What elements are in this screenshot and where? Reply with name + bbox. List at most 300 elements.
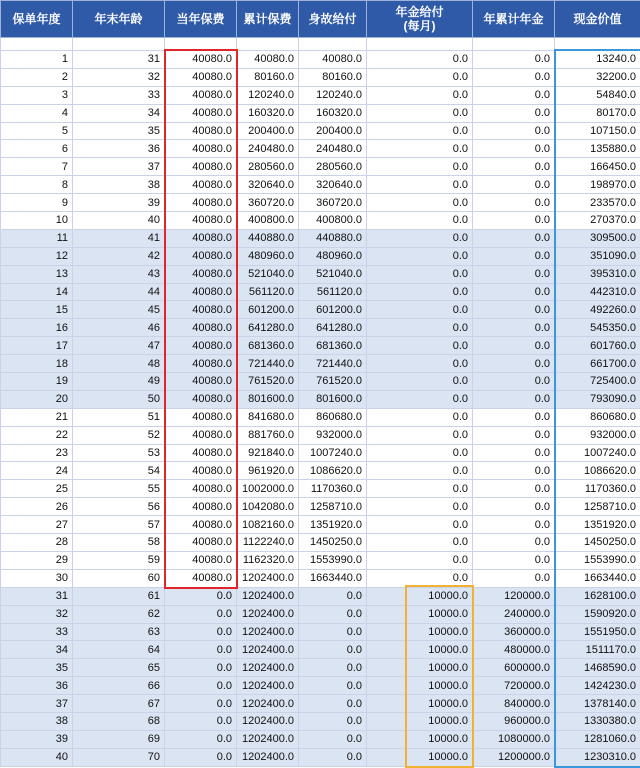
cell-annual-premium: 40080.0 xyxy=(165,212,237,230)
cell-cumulative-annuity: 720000.0 xyxy=(473,677,555,695)
cell-death-benefit: 360720.0 xyxy=(299,194,367,212)
table-row xyxy=(1,462,640,480)
cell-policy-year: 29 xyxy=(1,551,73,569)
table-row xyxy=(1,68,640,86)
cell-monthly-annuity: 10000.0 xyxy=(367,641,473,659)
cell-cash-value: 1330380.0 xyxy=(555,712,640,730)
col-header-policy-year: 保单年度 xyxy=(1,1,73,38)
cell-death-benefit: 601200.0 xyxy=(299,301,367,319)
cell-death-benefit: 120240.0 xyxy=(299,86,367,104)
cell-monthly-annuity: 0.0 xyxy=(367,569,473,587)
header-row xyxy=(1,1,640,38)
cell-annual-premium: 40080.0 xyxy=(165,104,237,122)
cell-cumulative-annuity: 0.0 xyxy=(473,408,555,426)
cell-policy-year: 10 xyxy=(1,212,73,230)
cell-annual-premium: 0.0 xyxy=(165,677,237,695)
cell-cumulative-annuity: 0.0 xyxy=(473,247,555,265)
cell-monthly-annuity: 10000.0 xyxy=(367,695,473,713)
cell-cash-value: 1663440.0 xyxy=(555,569,640,587)
cell-death-benefit: 400800.0 xyxy=(299,212,367,230)
cell-age: 45 xyxy=(73,301,165,319)
cell-policy-year: 16 xyxy=(1,319,73,337)
cell-cumulative-premium: 480960.0 xyxy=(237,247,299,265)
table-row xyxy=(1,641,640,659)
cell-policy-year: 2 xyxy=(1,68,73,86)
cell-policy-year: 28 xyxy=(1,534,73,552)
cell-monthly-annuity: 0.0 xyxy=(367,229,473,247)
cell-cash-value: 601760.0 xyxy=(555,337,640,355)
cell-annual-premium: 0.0 xyxy=(165,748,237,766)
cell-cumulative-annuity: 0.0 xyxy=(473,373,555,391)
table-row xyxy=(1,587,640,605)
blank-cell xyxy=(555,38,640,51)
cell-cash-value: 1086620.0 xyxy=(555,462,640,480)
cell-policy-year: 6 xyxy=(1,140,73,158)
cell-cumulative-annuity: 0.0 xyxy=(473,283,555,301)
cell-cumulative-premium: 641280.0 xyxy=(237,319,299,337)
cell-cumulative-premium: 721440.0 xyxy=(237,355,299,373)
cell-policy-year: 13 xyxy=(1,265,73,283)
cell-monthly-annuity: 0.0 xyxy=(367,426,473,444)
cell-policy-year: 14 xyxy=(1,283,73,301)
cell-cumulative-premium: 1122240.0 xyxy=(237,534,299,552)
blank-cell xyxy=(299,38,367,51)
table-row xyxy=(1,516,640,534)
col-header-cumulative-annuity: 年累计年金 xyxy=(473,1,555,38)
cell-cumulative-annuity: 0.0 xyxy=(473,534,555,552)
cell-monthly-annuity: 0.0 xyxy=(367,51,473,69)
cell-age: 62 xyxy=(73,605,165,623)
cell-cumulative-annuity: 600000.0 xyxy=(473,659,555,677)
cell-policy-year: 5 xyxy=(1,122,73,140)
cell-cash-value: 166450.0 xyxy=(555,158,640,176)
cell-cumulative-annuity: 0.0 xyxy=(473,516,555,534)
cell-age: 50 xyxy=(73,390,165,408)
cell-death-benefit: 0.0 xyxy=(299,587,367,605)
blank-cell xyxy=(73,38,165,51)
cell-cash-value: 725400.0 xyxy=(555,373,640,391)
cell-policy-year: 36 xyxy=(1,677,73,695)
cell-death-benefit: 681360.0 xyxy=(299,337,367,355)
cell-annual-premium: 40080.0 xyxy=(165,122,237,140)
cell-policy-year: 9 xyxy=(1,194,73,212)
cell-policy-year: 31 xyxy=(1,587,73,605)
blank-cell xyxy=(165,38,237,51)
blank-row xyxy=(1,38,640,51)
cell-cumulative-annuity: 0.0 xyxy=(473,390,555,408)
cell-policy-year: 25 xyxy=(1,480,73,498)
cell-monthly-annuity: 10000.0 xyxy=(367,712,473,730)
table-row xyxy=(1,247,640,265)
cell-cumulative-premium: 200400.0 xyxy=(237,122,299,140)
cell-age: 68 xyxy=(73,712,165,730)
cell-annual-premium: 40080.0 xyxy=(165,462,237,480)
cell-cumulative-premium: 1002000.0 xyxy=(237,480,299,498)
cell-age: 39 xyxy=(73,194,165,212)
cell-cash-value: 1258710.0 xyxy=(555,498,640,516)
cell-cumulative-annuity: 240000.0 xyxy=(473,605,555,623)
cell-cash-value: 233570.0 xyxy=(555,194,640,212)
cell-cumulative-annuity: 0.0 xyxy=(473,229,555,247)
cell-monthly-annuity: 0.0 xyxy=(367,516,473,534)
table-row xyxy=(1,730,640,748)
cell-policy-year: 33 xyxy=(1,623,73,641)
cell-cash-value: 1378140.0 xyxy=(555,695,640,713)
cell-policy-year: 22 xyxy=(1,426,73,444)
blank-cell xyxy=(1,38,73,51)
cell-annual-premium: 0.0 xyxy=(165,641,237,659)
cell-monthly-annuity: 0.0 xyxy=(367,247,473,265)
cell-monthly-annuity: 10000.0 xyxy=(367,587,473,605)
cell-cumulative-annuity: 0.0 xyxy=(473,480,555,498)
cell-annual-premium: 40080.0 xyxy=(165,68,237,86)
cell-cumulative-premium: 1202400.0 xyxy=(237,641,299,659)
table-row xyxy=(1,319,640,337)
cell-cumulative-annuity: 0.0 xyxy=(473,212,555,230)
col-header-death-benefit: 身故给付 xyxy=(299,1,367,38)
cell-annual-premium: 0.0 xyxy=(165,659,237,677)
table-row xyxy=(1,534,640,552)
cell-policy-year: 30 xyxy=(1,569,73,587)
cell-policy-year: 18 xyxy=(1,355,73,373)
cell-cumulative-premium: 881760.0 xyxy=(237,426,299,444)
cell-annual-premium: 40080.0 xyxy=(165,480,237,498)
cell-cash-value: 107150.0 xyxy=(555,122,640,140)
table-row xyxy=(1,158,640,176)
cell-cash-value: 13240.0 xyxy=(555,51,640,69)
cell-cumulative-premium: 1082160.0 xyxy=(237,516,299,534)
cell-cumulative-premium: 681360.0 xyxy=(237,337,299,355)
table-row xyxy=(1,86,640,104)
cell-age: 60 xyxy=(73,569,165,587)
cell-cumulative-premium: 40080.0 xyxy=(237,51,299,69)
cell-annual-premium: 40080.0 xyxy=(165,337,237,355)
cell-annual-premium: 40080.0 xyxy=(165,355,237,373)
cell-cumulative-premium: 120240.0 xyxy=(237,86,299,104)
cell-annual-premium: 40080.0 xyxy=(165,51,237,69)
cell-death-benefit: 1258710.0 xyxy=(299,498,367,516)
cell-death-benefit: 0.0 xyxy=(299,677,367,695)
cell-age: 69 xyxy=(73,730,165,748)
cell-death-benefit: 641280.0 xyxy=(299,319,367,337)
cell-death-benefit: 1450250.0 xyxy=(299,534,367,552)
table-row xyxy=(1,444,640,462)
table-row xyxy=(1,51,640,69)
cell-death-benefit: 200400.0 xyxy=(299,122,367,140)
cell-policy-year: 39 xyxy=(1,730,73,748)
cell-monthly-annuity: 0.0 xyxy=(367,390,473,408)
cell-cumulative-premium: 1202400.0 xyxy=(237,605,299,623)
cell-cumulative-premium: 240480.0 xyxy=(237,140,299,158)
cell-monthly-annuity: 0.0 xyxy=(367,408,473,426)
cell-annual-premium: 0.0 xyxy=(165,587,237,605)
cell-age: 55 xyxy=(73,480,165,498)
cell-cumulative-premium: 961920.0 xyxy=(237,462,299,480)
cell-monthly-annuity: 0.0 xyxy=(367,462,473,480)
cell-age: 63 xyxy=(73,623,165,641)
cell-policy-year: 32 xyxy=(1,605,73,623)
cell-cash-value: 442310.0 xyxy=(555,283,640,301)
cell-age: 61 xyxy=(73,587,165,605)
cell-cumulative-premium: 841680.0 xyxy=(237,408,299,426)
cell-annual-premium: 40080.0 xyxy=(165,319,237,337)
cell-annual-premium: 40080.0 xyxy=(165,86,237,104)
cell-cumulative-annuity: 0.0 xyxy=(473,86,555,104)
cell-cumulative-annuity: 0.0 xyxy=(473,104,555,122)
cell-monthly-annuity: 0.0 xyxy=(367,265,473,283)
cell-monthly-annuity: 0.0 xyxy=(367,319,473,337)
cell-annual-premium: 40080.0 xyxy=(165,176,237,194)
cell-monthly-annuity: 0.0 xyxy=(367,551,473,569)
cell-annual-premium: 0.0 xyxy=(165,623,237,641)
cell-death-benefit: 80160.0 xyxy=(299,68,367,86)
table-row xyxy=(1,605,640,623)
cell-death-benefit: 160320.0 xyxy=(299,104,367,122)
cell-cash-value: 1281060.0 xyxy=(555,730,640,748)
cell-cumulative-premium: 280560.0 xyxy=(237,158,299,176)
cell-age: 41 xyxy=(73,229,165,247)
cell-policy-year: 38 xyxy=(1,712,73,730)
cell-death-benefit: 0.0 xyxy=(299,641,367,659)
cell-cumulative-annuity: 480000.0 xyxy=(473,641,555,659)
table-row xyxy=(1,551,640,569)
cell-cumulative-premium: 160320.0 xyxy=(237,104,299,122)
cell-age: 51 xyxy=(73,408,165,426)
cell-cumulative-annuity: 120000.0 xyxy=(473,587,555,605)
cell-monthly-annuity: 10000.0 xyxy=(367,623,473,641)
cell-policy-year: 7 xyxy=(1,158,73,176)
cell-cash-value: 1007240.0 xyxy=(555,444,640,462)
cell-age: 54 xyxy=(73,462,165,480)
cell-age: 38 xyxy=(73,176,165,194)
cell-death-benefit: 280560.0 xyxy=(299,158,367,176)
cell-cash-value: 198970.0 xyxy=(555,176,640,194)
cell-cash-value: 860680.0 xyxy=(555,408,640,426)
table-row xyxy=(1,569,640,587)
col-header-monthly-annuity-text: 年金给付 (每月) xyxy=(395,5,443,33)
cell-cumulative-annuity: 0.0 xyxy=(473,122,555,140)
cell-death-benefit: 0.0 xyxy=(299,712,367,730)
cell-cash-value: 1424230.0 xyxy=(555,677,640,695)
cell-cumulative-annuity: 0.0 xyxy=(473,301,555,319)
cell-annual-premium: 40080.0 xyxy=(165,301,237,319)
cell-cumulative-annuity: 0.0 xyxy=(473,444,555,462)
cell-monthly-annuity: 0.0 xyxy=(367,212,473,230)
cell-policy-year: 4 xyxy=(1,104,73,122)
cell-cumulative-premium: 521040.0 xyxy=(237,265,299,283)
cell-cash-value: 1230310.0 xyxy=(555,748,640,766)
cell-annual-premium: 40080.0 xyxy=(165,569,237,587)
cell-cash-value: 1628100.0 xyxy=(555,587,640,605)
cell-cumulative-annuity: 0.0 xyxy=(473,68,555,86)
col-header-cumulative-premium: 累计保费 xyxy=(237,1,299,38)
cell-monthly-annuity: 0.0 xyxy=(367,104,473,122)
table-row xyxy=(1,408,640,426)
table-row xyxy=(1,212,640,230)
cell-age: 32 xyxy=(73,68,165,86)
cell-monthly-annuity: 0.0 xyxy=(367,158,473,176)
cell-policy-year: 24 xyxy=(1,462,73,480)
cell-monthly-annuity: 10000.0 xyxy=(367,748,473,766)
cell-death-benefit: 1007240.0 xyxy=(299,444,367,462)
cell-cumulative-annuity: 0.0 xyxy=(473,140,555,158)
cell-death-benefit: 801600.0 xyxy=(299,390,367,408)
table-row xyxy=(1,194,640,212)
col-header-annual-premium: 当年保费 xyxy=(165,1,237,38)
table-row xyxy=(1,104,640,122)
cell-cash-value: 1511170.0 xyxy=(555,641,640,659)
cell-age: 40 xyxy=(73,212,165,230)
table-row xyxy=(1,337,640,355)
cell-age: 57 xyxy=(73,516,165,534)
cell-age: 58 xyxy=(73,534,165,552)
cell-policy-year: 8 xyxy=(1,176,73,194)
cell-policy-year: 23 xyxy=(1,444,73,462)
cell-death-benefit: 1351920.0 xyxy=(299,516,367,534)
cell-cumulative-annuity: 0.0 xyxy=(473,498,555,516)
table-row xyxy=(1,301,640,319)
cell-cumulative-annuity: 0.0 xyxy=(473,158,555,176)
table-row xyxy=(1,480,640,498)
cell-cash-value: 492260.0 xyxy=(555,301,640,319)
cell-policy-year: 40 xyxy=(1,748,73,766)
cell-policy-year: 15 xyxy=(1,301,73,319)
cell-annual-premium: 40080.0 xyxy=(165,283,237,301)
table-row xyxy=(1,623,640,641)
cell-cash-value: 309500.0 xyxy=(555,229,640,247)
cell-cumulative-premium: 400800.0 xyxy=(237,212,299,230)
cell-age: 56 xyxy=(73,498,165,516)
cell-cash-value: 1553990.0 xyxy=(555,551,640,569)
cell-annual-premium: 0.0 xyxy=(165,605,237,623)
table-body xyxy=(1,38,640,767)
cell-cash-value: 135880.0 xyxy=(555,140,640,158)
cell-cumulative-annuity: 0.0 xyxy=(473,176,555,194)
table-row xyxy=(1,283,640,301)
cell-cumulative-annuity: 0.0 xyxy=(473,569,555,587)
cell-age: 42 xyxy=(73,247,165,265)
cell-policy-year: 12 xyxy=(1,247,73,265)
cell-monthly-annuity: 10000.0 xyxy=(367,677,473,695)
cell-cash-value: 545350.0 xyxy=(555,319,640,337)
cell-cash-value: 54840.0 xyxy=(555,86,640,104)
cell-age: 36 xyxy=(73,140,165,158)
cell-age: 34 xyxy=(73,104,165,122)
cell-cumulative-premium: 440880.0 xyxy=(237,229,299,247)
cell-cumulative-premium: 1042080.0 xyxy=(237,498,299,516)
cell-monthly-annuity: 10000.0 xyxy=(367,730,473,748)
cell-death-benefit: 0.0 xyxy=(299,695,367,713)
table-row xyxy=(1,426,640,444)
cell-annual-premium: 0.0 xyxy=(165,695,237,713)
cell-policy-year: 37 xyxy=(1,695,73,713)
cell-cumulative-premium: 1202400.0 xyxy=(237,659,299,677)
cell-cash-value: 80170.0 xyxy=(555,104,640,122)
col-header-cash-value: 现金价值 xyxy=(555,1,640,38)
cell-death-benefit: 860680.0 xyxy=(299,408,367,426)
cell-age: 44 xyxy=(73,283,165,301)
table-row xyxy=(1,712,640,730)
cell-cumulative-annuity: 0.0 xyxy=(473,551,555,569)
cell-age: 48 xyxy=(73,355,165,373)
table-row xyxy=(1,122,640,140)
cell-monthly-annuity: 10000.0 xyxy=(367,659,473,677)
cell-death-benefit: 721440.0 xyxy=(299,355,367,373)
cell-cumulative-annuity: 360000.0 xyxy=(473,623,555,641)
cell-cumulative-annuity: 1200000.0 xyxy=(473,748,555,766)
cell-annual-premium: 40080.0 xyxy=(165,247,237,265)
cell-cumulative-premium: 1202400.0 xyxy=(237,623,299,641)
cell-cash-value: 1450250.0 xyxy=(555,534,640,552)
cell-cash-value: 270370.0 xyxy=(555,212,640,230)
cell-annual-premium: 0.0 xyxy=(165,712,237,730)
cell-cumulative-annuity: 840000.0 xyxy=(473,695,555,713)
cell-cumulative-annuity: 960000.0 xyxy=(473,712,555,730)
cell-age: 59 xyxy=(73,551,165,569)
cell-cumulative-premium: 1202400.0 xyxy=(237,712,299,730)
cell-death-benefit: 0.0 xyxy=(299,623,367,641)
cell-death-benefit: 1170360.0 xyxy=(299,480,367,498)
cell-age: 66 xyxy=(73,677,165,695)
cell-monthly-annuity: 10000.0 xyxy=(367,605,473,623)
cell-annual-premium: 40080.0 xyxy=(165,426,237,444)
cell-age: 67 xyxy=(73,695,165,713)
cell-policy-year: 17 xyxy=(1,337,73,355)
cell-cumulative-annuity: 0.0 xyxy=(473,426,555,444)
cell-age: 46 xyxy=(73,319,165,337)
cell-cumulative-premium: 1162320.0 xyxy=(237,551,299,569)
table-row xyxy=(1,390,640,408)
cell-age: 53 xyxy=(73,444,165,462)
cell-monthly-annuity: 0.0 xyxy=(367,301,473,319)
cell-monthly-annuity: 0.0 xyxy=(367,176,473,194)
cell-policy-year: 1 xyxy=(1,51,73,69)
cell-monthly-annuity: 0.0 xyxy=(367,498,473,516)
cell-annual-premium: 0.0 xyxy=(165,730,237,748)
cell-policy-year: 3 xyxy=(1,86,73,104)
cell-cumulative-premium: 1202400.0 xyxy=(237,677,299,695)
cell-annual-premium: 40080.0 xyxy=(165,390,237,408)
cell-death-benefit: 0.0 xyxy=(299,748,367,766)
cell-cumulative-premium: 561120.0 xyxy=(237,283,299,301)
cell-death-benefit: 1663440.0 xyxy=(299,569,367,587)
cell-cumulative-annuity: 0.0 xyxy=(473,51,555,69)
cell-monthly-annuity: 0.0 xyxy=(367,283,473,301)
cell-annual-premium: 40080.0 xyxy=(165,516,237,534)
cell-cash-value: 932000.0 xyxy=(555,426,640,444)
table-row xyxy=(1,140,640,158)
cell-death-benefit: 0.0 xyxy=(299,659,367,677)
cell-monthly-annuity: 0.0 xyxy=(367,444,473,462)
cell-cash-value: 1468590.0 xyxy=(555,659,640,677)
cell-age: 37 xyxy=(73,158,165,176)
cell-cumulative-annuity: 0.0 xyxy=(473,265,555,283)
cell-annual-premium: 40080.0 xyxy=(165,498,237,516)
cell-cumulative-premium: 1202400.0 xyxy=(237,748,299,766)
cell-cash-value: 1590920.0 xyxy=(555,605,640,623)
cell-cash-value: 32200.0 xyxy=(555,68,640,86)
cell-cumulative-premium: 761520.0 xyxy=(237,373,299,391)
cell-annual-premium: 40080.0 xyxy=(165,229,237,247)
cell-annual-premium: 40080.0 xyxy=(165,534,237,552)
cell-cumulative-premium: 1202400.0 xyxy=(237,730,299,748)
cell-death-benefit: 761520.0 xyxy=(299,373,367,391)
cell-policy-year: 34 xyxy=(1,641,73,659)
cell-annual-premium: 40080.0 xyxy=(165,373,237,391)
cell-death-benefit: 320640.0 xyxy=(299,176,367,194)
cell-cumulative-premium: 1202400.0 xyxy=(237,569,299,587)
cell-death-benefit: 1086620.0 xyxy=(299,462,367,480)
